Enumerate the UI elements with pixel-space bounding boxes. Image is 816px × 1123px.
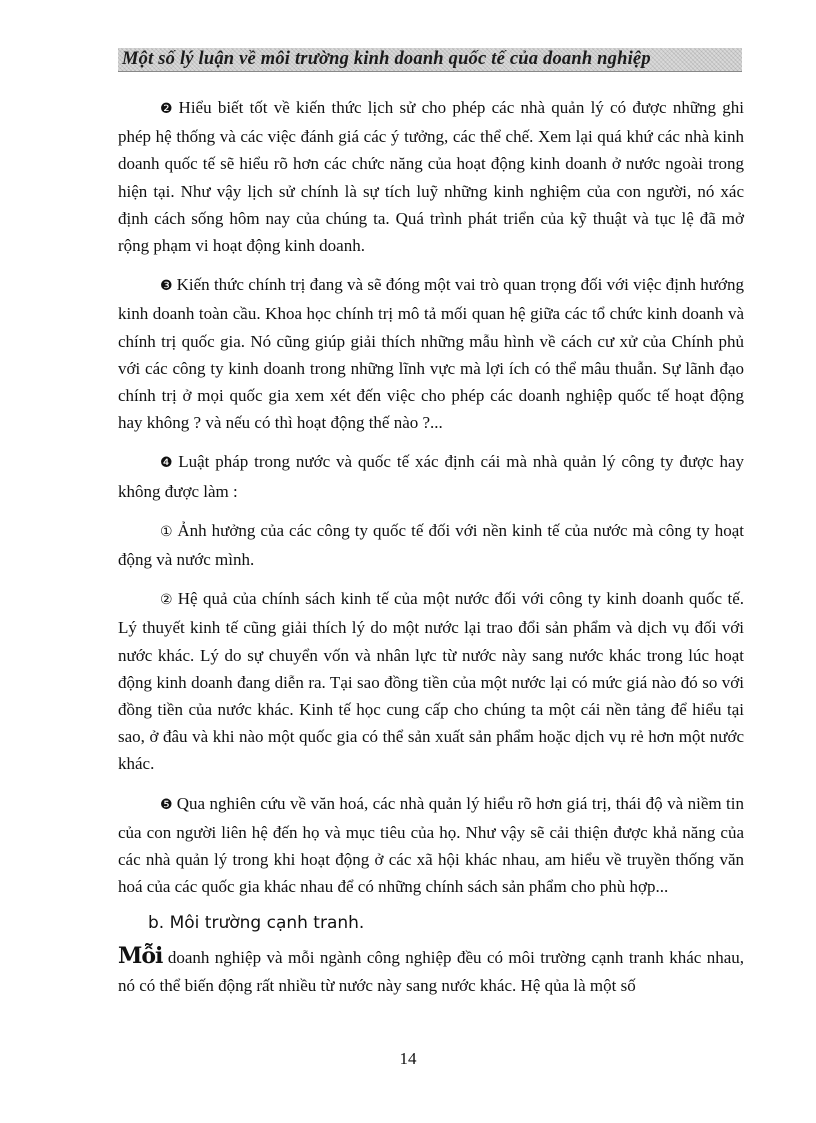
page-number: 14 — [399, 1049, 417, 1068]
circled-2-icon: ② — [160, 592, 174, 609]
bullet-3-icon: ❸ — [160, 278, 173, 295]
paragraph-competition — [118, 944, 744, 998]
paragraph-text: Hệ quả của chính sách kinh tế của một nước đối với công ty kinh doanh quốc tế. Lý thuyết kinh tế cũng giải thích lý do một nước lại trao đổi sản phẩm và dịch vụ đối với nước khác. Lý do sự chuyển vốn và nhân lực từ nước này sang nước khác trong lúc hoạt động kinh doanh đang diễn ra. Tại sao đồng tiền của một nước lại có mức giá nào đó so với đồng tiền của nước khác. Kinh tế học cung cấp cho chúng ta một cái nền tảng để hiểu tại sao, ở đâu và khi nào một quốc gia có thể sản xuất sản phẩm hoặc dịch vụ rẻ hơn một nước khác. — [118, 589, 744, 774]
bullet-2-icon: ❷ — [160, 101, 175, 117]
paragraph-text: Luật pháp trong nước và quốc tế xác định cái mà nhà quản lý công ty được hay không được làm : — [118, 452, 744, 501]
paragraph-history — [118, 94, 744, 259]
paragraph-text: Kiến thức chính trị đang và sẽ đóng một vai trò quan trọng đối với việc định hướng kinh doanh toàn cầu. Khoa học chính trị mô tả mối quan hệ giữa các tổ chức kinh doanh và chính trị quốc gia. Nó cũng giúp giải thích những mẫu hình về cách cư xử của Chính phủ với các công ty kinh doanh trong những lĩnh vực mà lợi ích có thể mâu thuẫn. Sự lãnh đạo chính trị ở mọi quốc gia xem xét đến việc cho phép các doanh nghiệp quốc tế hoạt động hay không ? và nếu có thì hoạt động thế nào ?... — [118, 275, 744, 433]
section-heading: b. Môi trường cạnh tranh. — [148, 913, 365, 934]
page-header-title: Một số lý luận về môi trường kinh doanh quốc tế của doanh nghiệp — [122, 49, 651, 69]
paragraph-text: Qua nghiên cứu về văn hoá, các nhà quản lý hiểu rõ hơn giá trị, thái độ và niềm tin của con người liên hệ đến họ và mục tiêu của họ. Như vậy sẽ cải thiện được khả năng của các nhà quản lý trong khi hoạt động ở các xã hội khác nhau, am hiểu về truyền thống văn hoá của các quốc gia khác nhau để có những chính sách sản phẩm cho phù hợp... — [118, 793, 744, 897]
drop-cap: Mỗi — [118, 943, 163, 970]
paragraph-law — [118, 448, 744, 504]
circled-1-icon: ① — [160, 523, 174, 540]
paragraph-law-item-1 — [118, 517, 744, 573]
bullet-5-icon: ❺ — [160, 796, 173, 813]
paragraph-text: Ảnh hưởng của các công ty quốc tế đối với nền kinh tế của nước mà công ty hoạt động và nước mình. — [118, 520, 744, 570]
paragraph-text: doanh nghiệp và mỗi ngành công nghiệp đều có môi trường cạnh tranh khác nhau, nó có thể biến động rất nhiều từ nước này sang nước khác. Hệ qủa là một số — [118, 948, 745, 995]
paragraph-politics — [118, 271, 744, 436]
paragraph-text: Hiểu biết tốt về kiến thức lịch sử cho phép các nhà quản lý có được những ghi phép hệ thống và các việc đánh giá các ý tưởng, các thể chế. Xem lại quá khứ các nhà kinh doanh quốc tế sẽ hiểu rõ hơn các chức năng của hoạt động kinh doanh ở nước ngoài trong hiện tại. Như vậy lịch sử chính là sự tích luỹ những kinh nghiệm của con người, nó xác định cách sống hôm nay của chúng ta. Quá trình phát triển của kỹ thuật và tục lệ đã mở rộng phạm vi hoạt động kinh doanh. — [118, 98, 744, 256]
page-body — [118, 94, 744, 999]
paragraph-law-item-2 — [118, 585, 744, 777]
bullet-4-icon: ❹ — [160, 455, 175, 472]
paragraph-culture — [118, 790, 744, 901]
page-header-band — [118, 48, 742, 72]
